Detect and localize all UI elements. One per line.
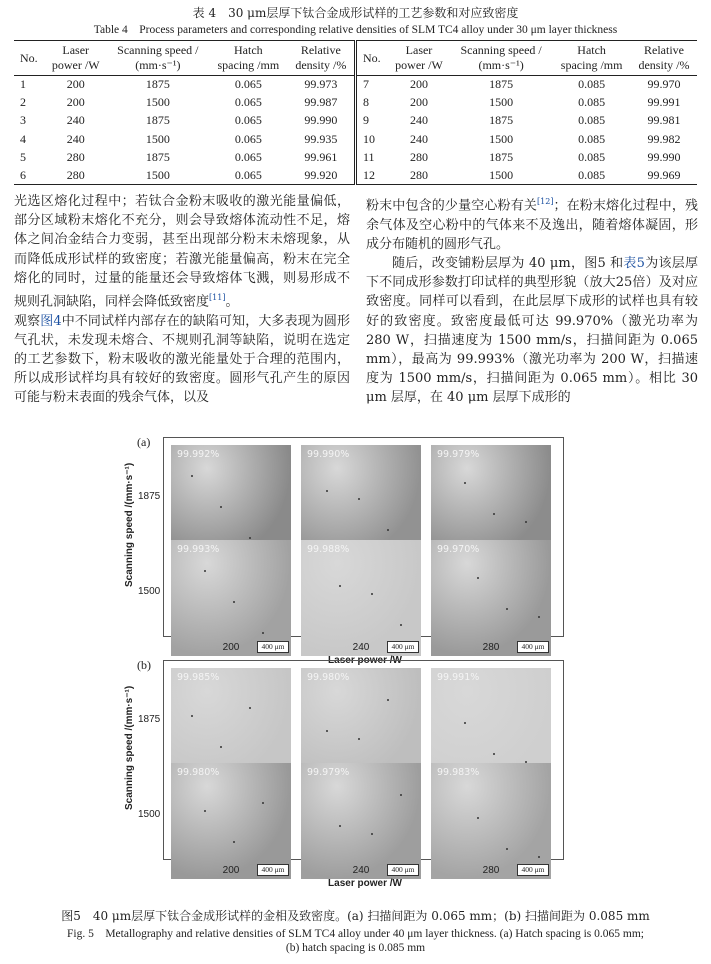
density-label: 99.985% — [177, 672, 220, 683]
pore — [464, 722, 466, 724]
metallography-image — [431, 540, 551, 656]
header-speed: Scanning speed / (mm·s⁻¹) — [107, 41, 209, 76]
table-cell: 99.982 — [647, 131, 681, 146]
table-cell: 1 — [20, 77, 26, 92]
density-label: 99.993% — [177, 544, 220, 555]
table-row — [14, 130, 697, 148]
density-label: 99.992% — [177, 449, 220, 460]
table-row — [14, 94, 697, 112]
body-text-left: 光选区熔化过程中；若钛合金粉末吸收的激光能量偏低，部分区域粉末熔化不充分，则会导致熔体流动性不足，熔体之间冶金结合力变弱，甚至出现部分粉末未熔现象，从而降低成形试样的致密度；若激光能量偏高，粉末在完全熔化的同时，过量的能量还会导致熔体飞溅，则易形成不规则孔洞缺陷，同样会降低致密度[11]。 观察图4中不同试样内部存在的缺陷可知，大多表现为圆形气孔状，未发现未熔合、不规则孔洞等缺陷，说明在选定的工艺参数下，粉末吸收的激光能量处于合理的范围内，所以成形试样均具有较好的致密度。圆形气孔产生的原因可能与粉末表面的残余气体，以及 — [14, 194, 350, 406]
table-cell: 200 — [409, 77, 428, 92]
table-cell: 0.085 — [578, 131, 606, 146]
header-density: Relative density /% — [288, 41, 356, 76]
table-title-cn: 表 4 30 μm层厚下钛合金成形试样的工艺参数和对应致密度 — [192, 6, 519, 20]
pore — [506, 608, 508, 610]
pore — [387, 529, 389, 531]
y-axis-label: Scanning speed /(mm·s⁻¹) — [124, 685, 135, 810]
y-tick-label: 1500 — [138, 586, 161, 597]
table-row — [14, 148, 697, 166]
table-cell: 280 — [388, 166, 450, 184]
scale-bar: 400 μm — [257, 641, 289, 653]
x-tick-label: 280 — [482, 865, 500, 876]
pore — [400, 624, 402, 626]
pore — [339, 585, 341, 587]
x-axis-label: Laser power /W — [328, 655, 402, 666]
table-cell: 3 — [20, 113, 26, 128]
table-cell: 0.065 — [234, 113, 262, 128]
pore — [326, 490, 328, 492]
x-axis-label: Laser power /W — [328, 878, 402, 889]
pore — [220, 506, 222, 508]
table-cell: 0.085 — [578, 77, 606, 92]
table-cell: 12 — [355, 166, 388, 184]
density-label: 99.970% — [437, 544, 480, 555]
table-cell: 0.085 — [552, 166, 631, 184]
pore — [400, 794, 402, 796]
pore — [339, 825, 341, 827]
density-label: 99.991% — [437, 672, 480, 683]
pore — [477, 817, 479, 819]
density-label: 99.980% — [307, 672, 350, 683]
table-cell: 11 — [355, 148, 388, 166]
density-label: 99.980% — [177, 767, 220, 778]
table-cell: 280 — [409, 149, 428, 164]
pore — [538, 616, 540, 618]
table-row — [14, 166, 697, 184]
table-cell: 1875 — [145, 77, 170, 92]
table-cell: 0.065 — [234, 77, 262, 92]
paragraph-text: 为该层厚下不同成形参数打印试样的典型形貌（放大25倍）及对应致密度。同样可以看到，在此层厚下成形的试样也具有较好的致密度。致密度最低可达 99.970%（激光功率为 280 W，扫描速度为 1500 mm/s，扫描间距为 0.065 mm），最高为 99.993%（激光功率为 200 W，扫描速度为 1500 mm/s，扫描间距为 0.065 mm）。相比 30 μm 层厚，在 40 μm 层厚下成形的 — [366, 255, 698, 406]
metallography-image — [301, 763, 421, 879]
table-cell: 200 — [409, 95, 428, 110]
pore — [191, 715, 193, 717]
paragraph-text: 光选区熔化过程中；若钛合金粉末吸收的激光能量偏低，部分区域粉末熔化不充分，则会导致熔体流动性不足，熔体之间冶金结合力变弱，甚至出现部分粉末未熔现象，从而降低成形试样的致密度；若激光能量偏高，粉末在完全熔化的同时，过量的能量还会导致熔体飞溅，则易形成不规则孔洞缺陷，同样会降低致密度 — [14, 194, 350, 310]
scale-bar: 400 μm — [517, 641, 549, 653]
table-cell: 5 — [20, 149, 26, 164]
header-hatch: Hatch spacing /mm — [209, 41, 288, 76]
table-cell: 0.065 — [234, 149, 262, 164]
pore — [233, 841, 235, 843]
pore — [525, 521, 527, 523]
table-cell: 99.991 — [647, 95, 681, 110]
table-cell: 99.981 — [647, 113, 681, 128]
pore — [358, 738, 360, 740]
pore — [204, 570, 206, 572]
citation-link[interactable]: [12] — [537, 197, 554, 206]
pore — [493, 513, 495, 515]
y-tick-label: 1875 — [138, 714, 161, 725]
table-cell: 1500 — [450, 166, 552, 184]
x-tick-label: 200 — [222, 642, 240, 653]
pore — [493, 753, 495, 755]
pore — [326, 730, 328, 732]
header-density: Relative density /% — [631, 41, 697, 76]
table-cell: 99.990 — [647, 149, 681, 164]
citation-link[interactable]: [11] — [209, 293, 226, 303]
header-no: No. — [14, 41, 45, 76]
pore — [249, 707, 251, 709]
table-cell: 240 — [66, 113, 85, 128]
pore — [387, 699, 389, 701]
x-tick-label: 240 — [352, 865, 370, 876]
metallography-image — [431, 763, 551, 879]
table-cell: 8 — [355, 94, 388, 112]
pore — [249, 537, 251, 539]
y-tick-label: 1875 — [138, 491, 161, 502]
header-speed: Scanning speed / (mm·s⁻¹) — [450, 41, 552, 76]
table-cell: 0.065 — [234, 131, 262, 146]
table-cell: 99.970 — [647, 77, 681, 92]
pore — [262, 632, 264, 634]
table-cell: 4 — [20, 131, 26, 146]
header-hatch: Hatch spacing /mm — [552, 41, 631, 76]
paragraph-text: ；在粉末熔化过程中，残余气体及空心粉中的气体来不及逸出，随着熔体凝固，形成分布随机的圆形气孔。 — [366, 198, 698, 252]
table-cell: 0.065 — [234, 95, 262, 110]
figure-caption-en-cont: (b) hatch spacing is 0.085 mm — [285, 942, 426, 954]
table-cell: 99.973 — [304, 77, 338, 92]
header-power: Laser power /W — [45, 41, 107, 76]
body-text-right: 粉末中包含的少量空心粉有关[12]；在粉末熔化过程中，残余气体及空心粉中的气体来不及逸出，随着熔体凝固，形成分布随机的圆形气孔。 随后，改变铺粉层厚为 40 μm，图5 和表5为该层厚下不同成形参数打印试样的典型形貌（放大25倍）及对应致密度。同样可以看到，在此层厚下成形的试样也具有较好的致密度。致密度最低可达 99.970%（激光功率为 280 W，扫描速度为 1500 mm/s，扫描间距为 0.065 mm），最高为 99.993%（激光功率为 200 W，扫描速度为 1500 mm/s，扫描间距为 0.065 mm）。相比 30 μm 层厚，在 40 μm 层厚下成形的 — [366, 197, 698, 406]
panel-tag: (a) — [137, 435, 151, 449]
figure-caption-cn: 图5 40 μm层厚下钛合金成形试样的金相及致密度。(a) 扫描间距为 0.065 mm；(b) 扫描间距为 0.085 mm — [61, 909, 650, 923]
y-axis-label: Scanning speed /(mm·s⁻¹) — [124, 462, 135, 587]
table-cell: 1875 — [145, 113, 170, 128]
density-label: 99.979% — [437, 449, 480, 460]
scale-bar: 400 μm — [387, 864, 419, 876]
table-cell: 7 — [355, 76, 388, 94]
x-tick-label: 200 — [222, 865, 240, 876]
table-cell: 1500 — [145, 95, 170, 110]
table-cell: 2 — [20, 95, 26, 110]
metallography-image — [171, 763, 291, 879]
header-power: Laser power /W — [388, 41, 450, 76]
table-cell: 0.065 — [209, 166, 288, 184]
pore — [371, 833, 373, 835]
pore — [538, 856, 540, 858]
table-cell: 0.085 — [578, 113, 606, 128]
scale-bar: 400 μm — [257, 864, 289, 876]
table-cell: 0.085 — [578, 95, 606, 110]
table-cell: 1875 — [489, 77, 514, 92]
table-cell: 99.935 — [304, 131, 338, 146]
pore — [358, 498, 360, 500]
table-title-en: Table 4 Process parameters and corresponding relative densities of SLM TC4 alloy under 30 μm layer thickness — [93, 24, 618, 36]
table-cell: 99.990 — [304, 113, 338, 128]
table-cell: 280 — [66, 149, 85, 164]
x-tick-label: 280 — [482, 642, 500, 653]
table-cell: 9 — [355, 112, 388, 130]
table-cell: 1875 — [145, 149, 170, 164]
header-no: No. — [355, 41, 388, 76]
table-row — [14, 112, 697, 130]
table-cell: 200 — [66, 95, 85, 110]
table-cell: 1500 — [489, 95, 514, 110]
table-cell: 99.969 — [631, 166, 697, 184]
pore — [371, 593, 373, 595]
table-cell: 240 — [66, 131, 85, 146]
pore — [233, 601, 235, 603]
figure-4-link[interactable]: 图4 — [40, 313, 62, 329]
density-label: 99.983% — [437, 767, 480, 778]
pore — [204, 810, 206, 812]
x-tick-label: 240 — [352, 642, 370, 653]
panel-tag: (b) — [137, 658, 151, 672]
density-label: 99.979% — [307, 767, 350, 778]
pore — [220, 746, 222, 748]
figure-caption-en: Fig. 5 Metallography and relative densities of SLM TC4 alloy under 40 μm layer thickness. (a) Hatch spacing is 0.065 mm; — [66, 928, 644, 940]
table-cell: 99.961 — [304, 149, 338, 164]
metallography-image — [301, 540, 421, 656]
table-cell: 99.987 — [304, 95, 338, 110]
density-label: 99.990% — [307, 449, 350, 460]
scale-bar: 400 μm — [517, 864, 549, 876]
metallography-image — [171, 540, 291, 656]
table-cell: 240 — [409, 113, 428, 128]
y-tick-label: 1500 — [138, 809, 161, 820]
table-cell: 1500 — [107, 166, 209, 184]
pore — [464, 482, 466, 484]
pore — [191, 475, 193, 477]
table-cell: 240 — [409, 131, 428, 146]
table-cell: 1875 — [489, 113, 514, 128]
density-label: 99.988% — [307, 544, 350, 555]
table-cell: 200 — [66, 77, 85, 92]
table-cell: 1500 — [145, 131, 170, 146]
paragraph-text: 中不同试样内部存在的缺陷可知，大多表现为圆形气孔状，未发现未熔合、不规则孔洞等缺陷，说明在选定的工艺参数下，粉末吸收的激光能量处于合理的范围内，所以成形试样均具有较好的致密度。圆形气孔产生的原因可能与粉末表面的残余气体，以及 — [14, 313, 350, 406]
table-cell: 10 — [355, 130, 388, 148]
pore — [262, 802, 264, 804]
table-row — [14, 76, 697, 94]
table-cell: 0.085 — [578, 149, 606, 164]
pore — [477, 577, 479, 579]
table-cell: 280 — [45, 166, 107, 184]
table-cell: 1500 — [489, 131, 514, 146]
table-cell: 1875 — [489, 149, 514, 164]
scale-bar: 400 μm — [387, 641, 419, 653]
table-header-row — [14, 41, 697, 76]
table-cell: 99.920 — [288, 166, 356, 184]
process-parameter-table — [14, 40, 697, 185]
pore — [506, 848, 508, 850]
table-cell: 6 — [14, 166, 45, 184]
table-5-link[interactable]: 表5 — [623, 255, 645, 271]
